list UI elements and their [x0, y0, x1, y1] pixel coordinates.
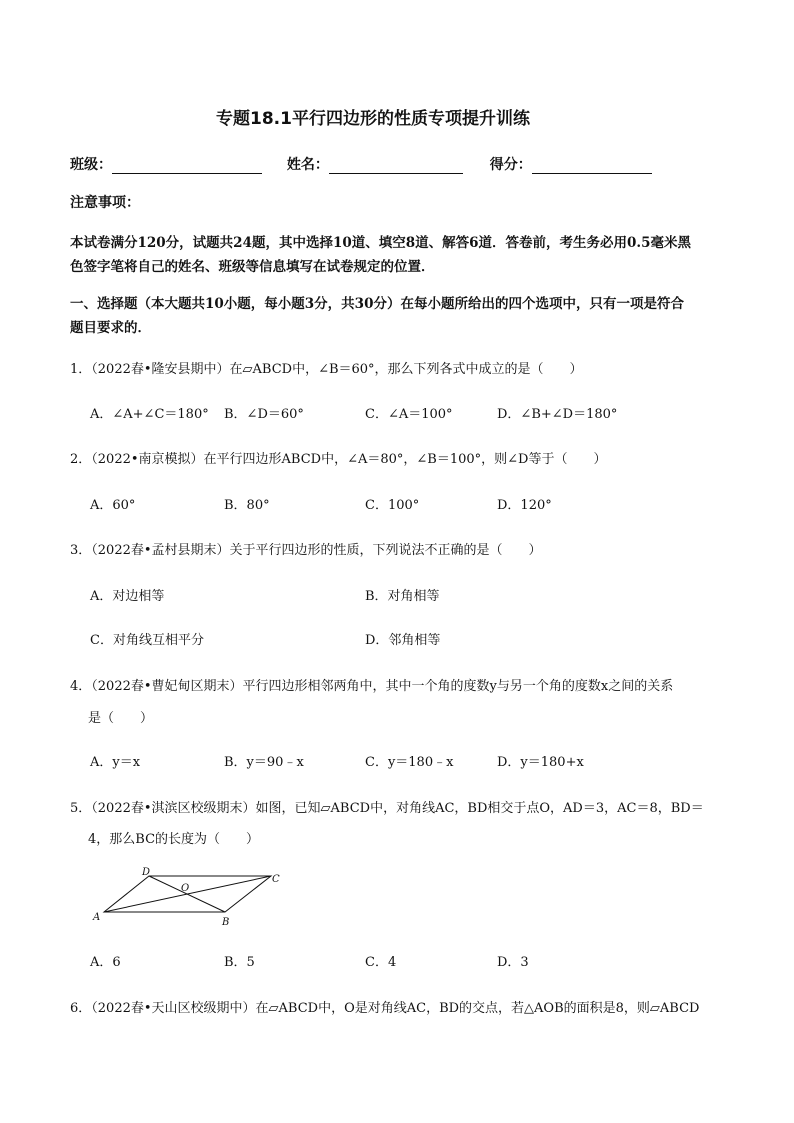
parallelogram-figure [85, 862, 295, 932]
score-label: 得分： [489, 157, 532, 173]
q5-option-d[interactable]: D．3 [497, 955, 529, 970]
question-6: 6．（2022春•天山区校级期中）在▱ABCD中，O是对角线AC，BD的交点，若△AOB的面积是8，则▱ABCD [70, 1001, 700, 1016]
q1-option-b[interactable]: B．∠D＝60° [224, 407, 304, 422]
q4-option-c[interactable]: C．y＝180﹣x [365, 755, 454, 770]
q2-option-c[interactable]: C．100° [365, 498, 420, 513]
q1-option-c[interactable]: C．∠A＝100° [365, 407, 453, 422]
q3-option-a[interactable]: A．对边相等 [90, 589, 165, 604]
q2-option-b[interactable]: B．80° [224, 498, 270, 513]
q2-option-d[interactable]: D．120° [497, 498, 552, 513]
q4-option-a[interactable]: A．y＝x [90, 755, 141, 770]
section-heading-line-1: 一、选择题（本大题共10小题，每小题3分，共30分）在每小题所给出的四个选项中，只有一项是符合 [70, 296, 684, 312]
q1-option-a[interactable]: A．∠A+∠C＝180° [90, 407, 209, 422]
question-2: 2．（2022•南京模拟）在平行四边形ABCD中，∠A＝80°，∠B＝100°，则∠D等于（ ） [70, 452, 607, 467]
q3-option-b[interactable]: B．对角相等 [365, 589, 440, 604]
q4-option-d[interactable]: D．y＝180+x [497, 755, 584, 770]
diagonal-bd [149, 876, 225, 912]
notice-line-2: 色签字笔将自己的姓名、班级等信息填写在试卷规定的位置． [70, 259, 435, 275]
score-blank[interactable] [532, 159, 652, 174]
label-b: B [222, 917, 230, 928]
name-blank[interactable] [329, 159, 463, 174]
header-fields [70, 154, 652, 174]
label-d: D [142, 867, 151, 878]
q2-option-a[interactable]: A．60° [90, 498, 136, 513]
label-a: A [93, 912, 101, 923]
q5-option-a[interactable]: A．6 [90, 955, 121, 970]
question-1: 1．（2022春•隆安县期中）在▱ABCD中，∠B＝60°，那么下列各式中成立的是（ ） [70, 362, 583, 377]
class-blank[interactable] [112, 159, 262, 174]
q5-option-b[interactable]: B．5 [224, 955, 255, 970]
question-5-line-2: 4，那么BC的长度为（ ） [88, 832, 260, 847]
q5-option-c[interactable]: C．4 [365, 955, 397, 970]
q1-option-d[interactable]: D．∠B+∠D＝180° [497, 407, 618, 422]
label-o: O [181, 883, 190, 894]
question-3: 3．（2022春•孟村县期末）关于平行四边形的性质，下列说法不正确的是（ ） [70, 543, 542, 558]
label-c: C [272, 874, 280, 885]
question-5-line-1: 5．（2022春•淇滨区校级期末）如图，已知▱ABCD中，对角线AC，BD相交于点O，AD＝3，AC＝8，BD＝ [70, 801, 704, 816]
question-4-line-1: 4．（2022春•曹妃甸区期末）平行四边形相邻两角中，其中一个角的度数y与另一个角的度数x之间的关系 [70, 679, 674, 694]
notice-line-1: 本试卷满分120分，试题共24题，其中选择10道、填空8道、解答6道．答卷前，考生务必用0.5毫米黑 [70, 235, 692, 251]
class-label: 班级： [70, 157, 112, 173]
section-heading-line-2: 题目要求的． [70, 320, 151, 336]
q3-option-d[interactable]: D．邻角相等 [365, 633, 441, 648]
q4-option-b[interactable]: B．y＝90﹣x [224, 755, 304, 770]
question-4-line-2: 是（ ） [88, 711, 154, 726]
page-title: 专题18.1平行四边形的性质专项提升训练 [216, 109, 530, 129]
notice-heading: 注意事项： [70, 195, 140, 211]
q3-option-c[interactable]: C．对角线互相平分 [90, 633, 204, 648]
name-label: 姓名： [286, 157, 329, 173]
